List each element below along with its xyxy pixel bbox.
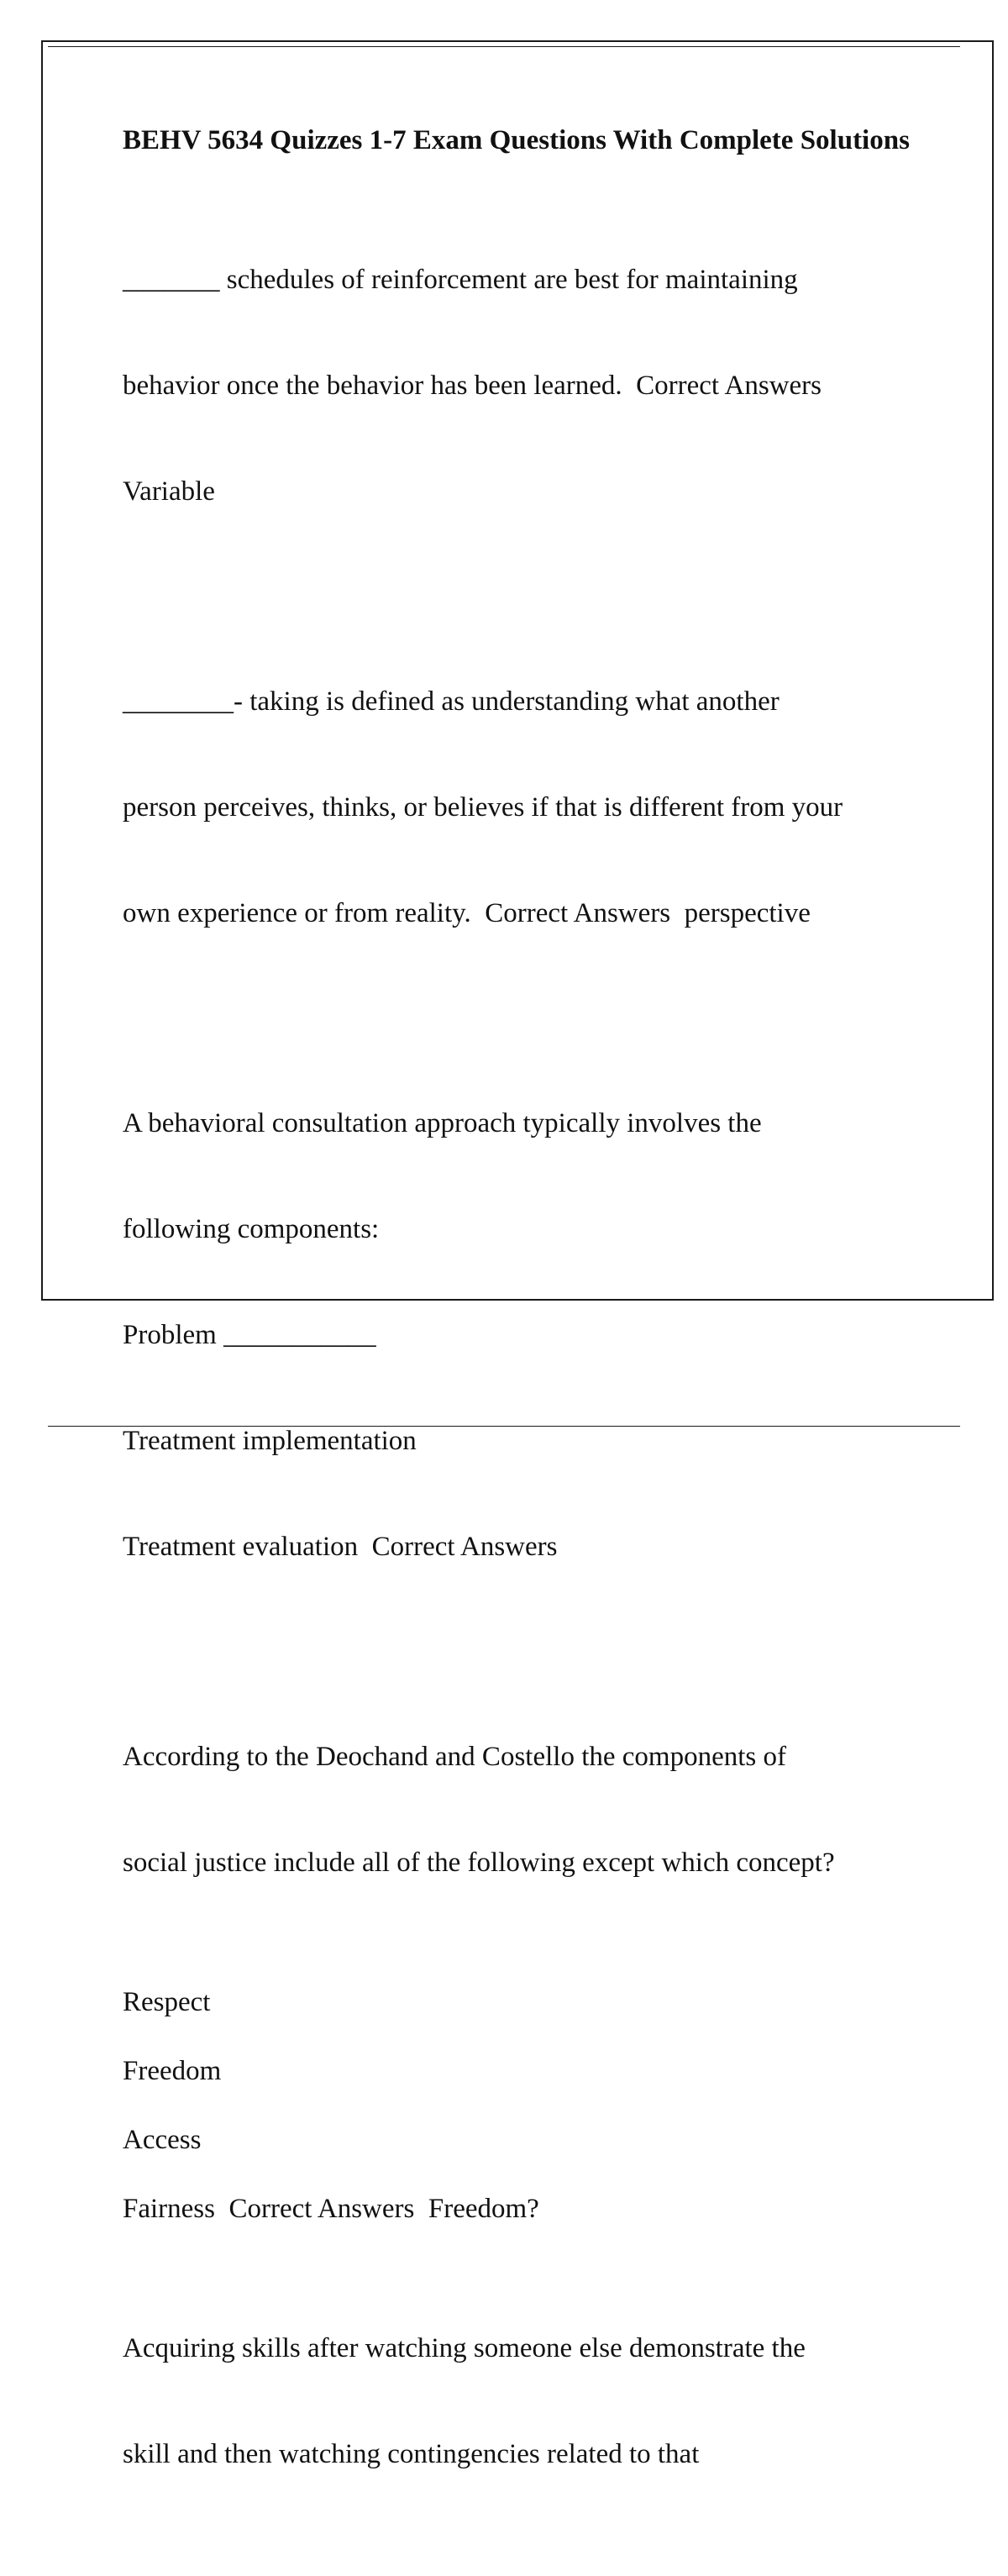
question-5 bbox=[123, 2260, 929, 2542]
question-3-line: Treatment implementation bbox=[123, 1426, 417, 1456]
question-1-line: _______ schedules of reinforcement are best for maintaining bbox=[123, 265, 798, 295]
question-4 bbox=[123, 1669, 929, 1951]
question-4-option: Respect bbox=[123, 1987, 211, 2017]
bottom-rule bbox=[48, 1426, 960, 1427]
question-4-option: Access bbox=[123, 2125, 202, 2155]
question-2 bbox=[123, 613, 929, 1001]
question-3-line: following components: bbox=[123, 1214, 380, 1244]
question-3-line: A behavioral consultation approach typically involves the bbox=[123, 1108, 762, 1138]
question-2-line: ________- taking is defined as understanding what another bbox=[123, 686, 780, 717]
question-2-line: person perceives, thinks, or believes if that is different from your bbox=[123, 792, 843, 823]
question-5-line: Acquiring skills after watching someone else demonstrate the bbox=[123, 2333, 806, 2363]
document-body bbox=[123, 123, 929, 2576]
question-4-line: social justice include all of the following except which concept? bbox=[123, 1848, 835, 1878]
question-5-line: skill and then watching contingencies related to that bbox=[123, 2439, 700, 2469]
question-3 bbox=[123, 1035, 929, 1635]
question-2-line: own experience or from reality. Correct Answers perspective bbox=[123, 898, 811, 928]
question-4-option: Freedom bbox=[123, 2056, 222, 2086]
question-1-line: behavior once the behavior has been learned. Correct Answers bbox=[123, 371, 822, 401]
question-3-line: Problem ___________ bbox=[123, 1320, 376, 1350]
question-1 bbox=[123, 192, 929, 580]
question-4-answer: Fairness Correct Answers Freedom? bbox=[123, 2194, 539, 2224]
question-3-line: Treatment evaluation Correct Answers bbox=[123, 1532, 558, 1562]
question-1-answer: Variable bbox=[123, 476, 215, 507]
page-title: BEHV 5634 Quizzes 1-7 Exam Questions With Complete Solutions bbox=[123, 125, 910, 155]
question-4-line: According to the Deochand and Costello the components of bbox=[123, 1742, 786, 1772]
